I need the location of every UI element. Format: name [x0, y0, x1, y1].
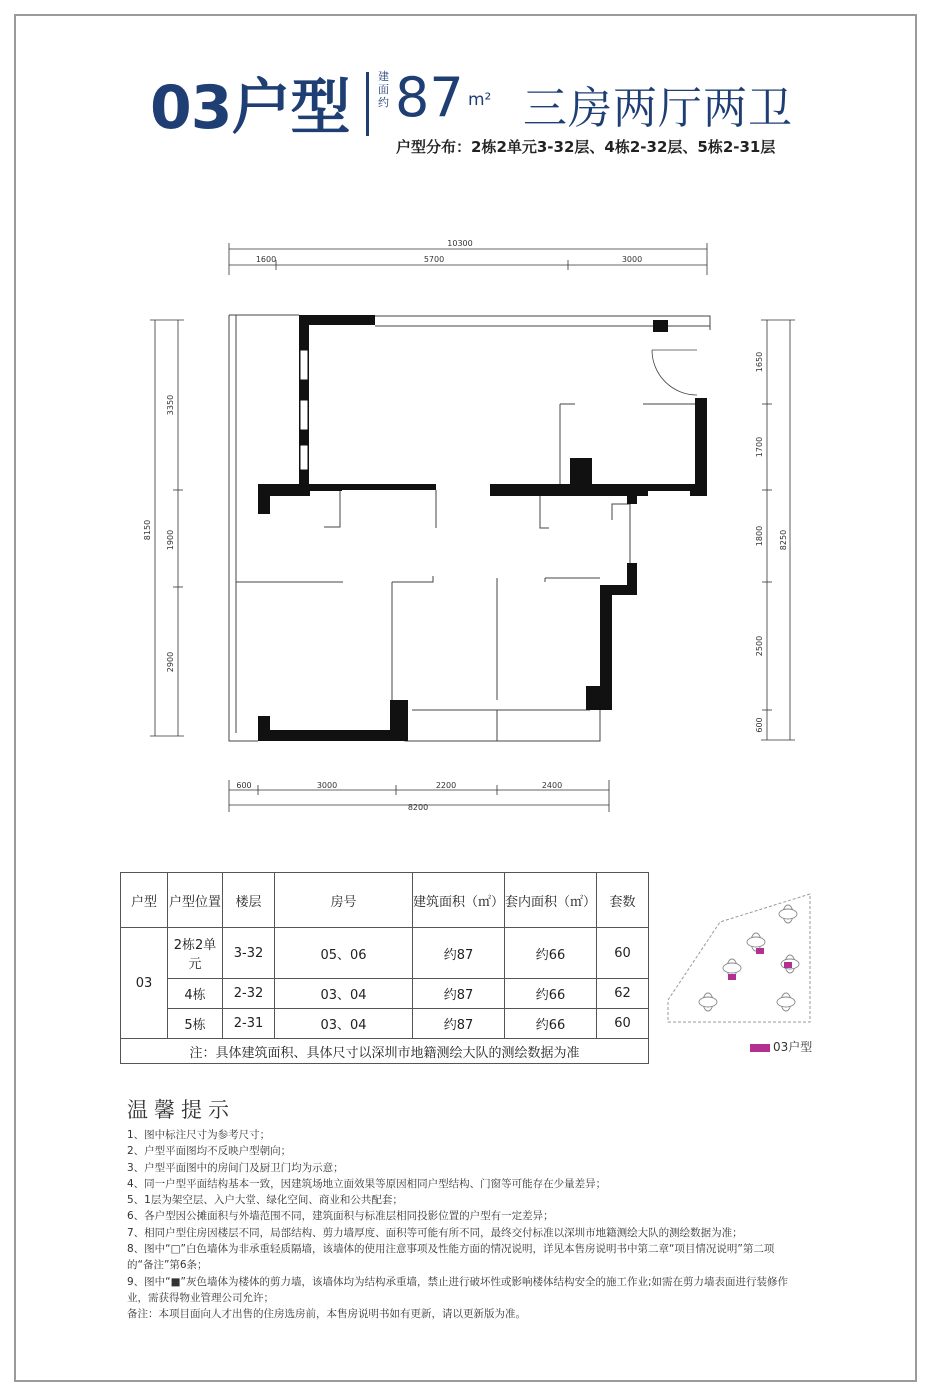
- unit-info-table: [120, 872, 649, 1064]
- th-unit-type: 户型: [121, 873, 168, 928]
- area-label: 建面约: [378, 70, 389, 109]
- site-plan-map: [660, 882, 820, 1032]
- dim-top-seg-2: 5700: [423, 255, 445, 264]
- dim-bottom-seg-4: 2400: [541, 781, 563, 790]
- dim-top-total: 10300: [447, 239, 473, 248]
- dim-bottom-seg-2: 3000: [316, 781, 338, 790]
- tip-item: 4、同一户型平面结构基本一致，因建筑场地立面效果等原因相同户型结构、门窗等可能存在少量差异；: [127, 1177, 607, 1190]
- table-note: 注：具体建筑面积、具体尺寸以深圳市地籍测绘大队的测绘数据为准: [121, 1039, 649, 1064]
- cell-building-area: 约87: [413, 979, 505, 1009]
- dim-right-total: 8250: [779, 529, 788, 551]
- cell-count: 60: [597, 1009, 649, 1039]
- dim-right-seg-2: 1700: [755, 436, 764, 458]
- cell-rooms: 05、06: [275, 928, 413, 979]
- dim-left-total: 8150: [143, 519, 152, 541]
- legend-swatch: [750, 1044, 770, 1052]
- th-count: 套数: [597, 873, 649, 928]
- dimension-lines: [150, 243, 795, 812]
- entry-door-swing: [652, 350, 697, 395]
- cell-count: 60: [597, 928, 649, 979]
- tip-item: 2、户型平面图均不反映户型朝向；: [127, 1145, 292, 1158]
- cell-inner-area: 约66: [505, 979, 597, 1009]
- wall-openings: [300, 350, 308, 470]
- area-unit: m²: [468, 90, 492, 110]
- tips-list: [127, 1127, 797, 1323]
- cell-inner-area: 约66: [505, 928, 597, 979]
- dim-left-seg-2: 1900: [166, 529, 175, 551]
- dim-bottom-seg-1: 600: [236, 781, 252, 790]
- layout-name: 三房两厅两卫: [523, 83, 793, 134]
- legend-label: 03户型: [773, 1040, 813, 1054]
- unit-distribution: 户型分布：2栋2单元3-32层、4栋2-32层、5栋2-31层: [396, 138, 776, 156]
- cell-floors: 2-31: [223, 1009, 275, 1039]
- th-inner-area: 套内面积（㎡）: [505, 873, 597, 928]
- tip-item: 3、户型平面图中的房间门及厨卫门均为示意；: [127, 1161, 344, 1174]
- cell-rooms: 03、04: [275, 1009, 413, 1039]
- cell-building-area: 约87: [413, 1009, 505, 1039]
- site-legend: [750, 1038, 812, 1055]
- cell-inner-area: 约66: [505, 1009, 597, 1039]
- table-note-row: [121, 1039, 649, 1064]
- th-building-area: 建筑面积（㎡）: [413, 873, 505, 928]
- cell-position: 2栋2单元: [168, 928, 223, 979]
- tip-item: 8、图中“□”白色墙体为非承重轻质隔墙，该墙体的使用注意事项及性能方面的情况说明，详见本售房说明书中第二章“项目情况说明”第二项的“备注”第6条；: [127, 1243, 775, 1272]
- dim-right-seg-3: 1800: [755, 525, 764, 547]
- dim-bottom-seg-3: 2200: [435, 781, 457, 790]
- tip-item: 5、1层为架空层、入户大堂、绿化空间、商业和公共配套；: [127, 1194, 403, 1207]
- dim-right-seg-4: 2500: [755, 635, 764, 657]
- dim-bottom-total: 8200: [407, 803, 429, 812]
- table-row: [121, 928, 649, 979]
- table-row: [121, 979, 649, 1009]
- dim-top-seg-1: 1600: [255, 255, 277, 264]
- cell-unit-type: 03: [121, 928, 168, 1039]
- cell-count: 62: [597, 979, 649, 1009]
- cell-rooms: 03、04: [275, 979, 413, 1009]
- unit-code-title: 03户型: [150, 73, 350, 143]
- cell-building-area: 约87: [413, 928, 505, 979]
- th-position: 户型位置: [168, 873, 223, 928]
- tip-item: 1、图中标注尺寸为参考尺寸；: [127, 1129, 271, 1141]
- tip-item: 备注：本项目面向人才出售的住房选房前，本售房说明书如有更新，请以更新版为准。: [127, 1308, 526, 1321]
- cell-position: 5栋: [168, 1009, 223, 1039]
- tip-item: 7、相同户型住房因楼层不同，局部结构、剪力墙厚度、面积等可能有所不同，最终交付标准以深圳市地籍测绘大队的测绘数据为准；: [127, 1226, 743, 1239]
- tip-item: 9、图中“■”灰色墙体为楼体的剪力墙，该墙体均为结构承重墙，禁止进行破坏性或影响楼体结构安全的施工作业;如需在剪力墙表面进行装修作业，需获得物业管理公司允许；: [127, 1275, 789, 1304]
- shear-walls: [258, 315, 707, 741]
- dim-right-seg-1: 1650: [755, 351, 764, 373]
- area-value: 87: [395, 66, 464, 129]
- cell-position: 4栋: [168, 979, 223, 1009]
- table-row: [121, 1009, 649, 1039]
- cell-floors: 3-32: [223, 928, 275, 979]
- th-floors: 楼层: [223, 873, 275, 928]
- dim-top-seg-3: 3000: [621, 255, 643, 264]
- dim-left-seg-3: 2900: [166, 651, 175, 673]
- th-rooms: 房号: [275, 873, 413, 928]
- table-header-row: [121, 873, 649, 928]
- tips-title: 温馨提示: [127, 1098, 235, 1122]
- dim-left-seg-1: 3350: [166, 394, 175, 416]
- dim-right-seg-5: 600: [755, 717, 764, 733]
- cell-floors: 2-32: [223, 979, 275, 1009]
- tip-item: 6、各户型因公摊面积与外墙范围不同，建筑面积与标准层相同投影位置的户型有一定差异；: [127, 1210, 554, 1223]
